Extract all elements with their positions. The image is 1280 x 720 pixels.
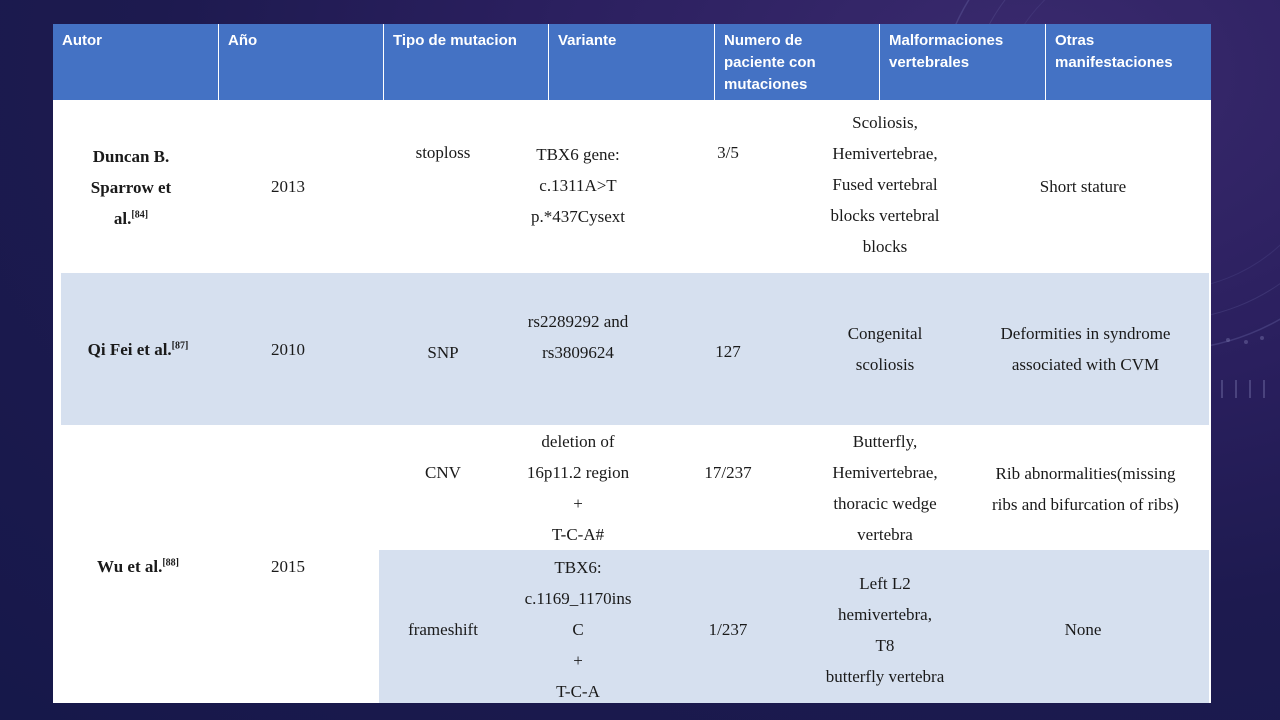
- type-qifei: SNP: [427, 342, 459, 362]
- year-qifei: 2010: [271, 339, 305, 359]
- type-duncan: stoploss: [415, 142, 471, 162]
- patients-wu-cnv: 17/237: [704, 462, 752, 482]
- variant-duncan: TBX6 gene: c.1311A>T p.*437Cysext: [531, 144, 625, 226]
- malformations-duncan: Scoliosis, Hemivertebrae, Fused vertebral blocks vertebral blocks: [830, 112, 940, 256]
- author-qifei: Qi Fei et al.[87]: [87, 339, 189, 359]
- type-wu-frameshift: frameshift: [408, 619, 478, 639]
- author-duncan: Duncan B. Sparrow et al.[84]: [90, 146, 172, 228]
- variant-wu-cnv: deletion of 16p11.2 region + T-C-A#: [526, 432, 630, 544]
- malformations-wu-frameshift: Left L2 hemivertebra, T8 butterfly vertebra: [825, 574, 945, 686]
- patients-wu-frameshift: 1/237: [708, 619, 748, 639]
- header-numero: Numero de paciente con mutaciones: [715, 24, 880, 100]
- header-variante: Variante: [549, 24, 715, 100]
- type-wu-cnv: CNV: [425, 462, 461, 482]
- other-qifei: Deformities in syndrome associated with CVM: [1000, 324, 1171, 374]
- author-wu: Wu et al.[88]: [97, 556, 179, 576]
- other-wu-cnv: Rib abnormalities(missing ribs and bifurcation of ribs): [992, 464, 1179, 514]
- header-autor: Autor: [53, 24, 219, 100]
- header-otras: Otras manifestaciones: [1055, 32, 1173, 71]
- patients-duncan: 3/5: [717, 142, 739, 162]
- patients-qifei: 127: [715, 341, 741, 361]
- variant-qifei: rs2289292 and rs3809624: [527, 312, 629, 362]
- year-wu: 2015: [271, 556, 305, 576]
- other-duncan: Short stature: [1039, 176, 1127, 196]
- variant-wu-frameshift: TBX6: c.1169_1170ins C + T-C-A: [524, 557, 632, 701]
- header-anio: Año: [219, 24, 384, 100]
- header-malformaciones: Malformaciones vertebrales: [880, 24, 1046, 100]
- malformations-qifei: Congenital scoliosis: [847, 324, 923, 374]
- mutations-table: [53, 24, 1211, 703]
- table-header: [53, 24, 1211, 100]
- other-wu-frameshift: None: [1064, 619, 1102, 639]
- malformations-wu-cnv: Butterfly, Hemivertebrae, thoracic wedge vertebra: [832, 432, 938, 544]
- header-tipo: Tipo de mutacion: [384, 24, 549, 100]
- year-duncan: 2013: [271, 176, 305, 196]
